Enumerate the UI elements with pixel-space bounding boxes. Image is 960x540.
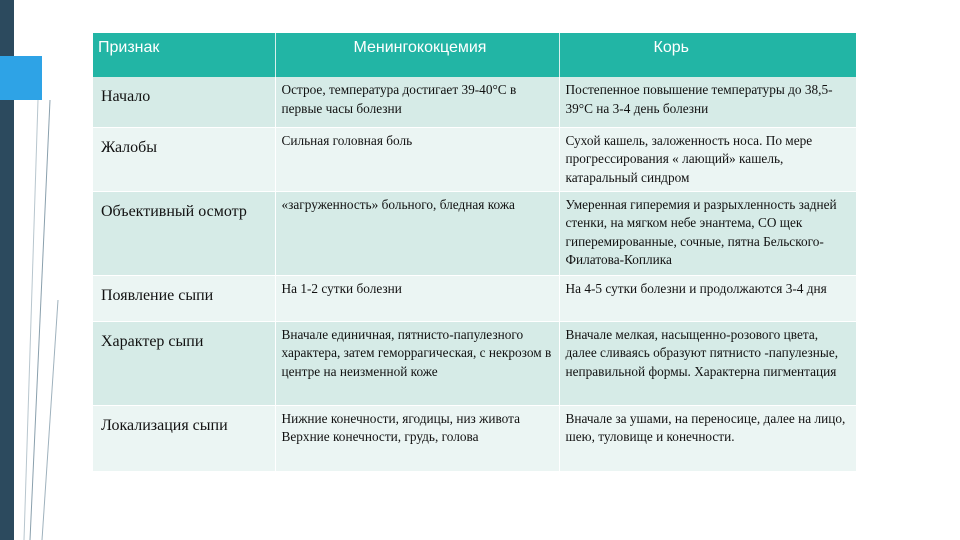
deco-line <box>42 300 58 540</box>
decorative-lines <box>0 0 90 540</box>
measles-cell: На 4-5 сутки болезни и продолжаются 3-4 дня <box>559 275 856 321</box>
meningococcemia-cell: Острое, температура достигает 39-40°С в первые часы болезни <box>275 77 559 127</box>
deco-line <box>24 100 38 540</box>
meningococcemia-cell: Сильная головная боль <box>275 127 559 191</box>
meningococcemia-cell: Вначале единичная, пятнисто-папулезного характера, затем геморрагическая, с некрозом в центре на неизменной коже <box>275 321 559 405</box>
feature-cell: Локализация сыпи <box>93 405 275 471</box>
header-meningococcemia <box>275 33 559 77</box>
measles-cell: Вначале за ушами, на переносице, далее на лицо, шею, туловище и конечности. <box>559 405 856 471</box>
meningococcemia-cell: На 1-2 сутки болезни <box>275 275 559 321</box>
comparison-table <box>93 33 856 472</box>
measles-cell: Постепенное повышение температуры до 38,5-39°С на 3-4 день болезни <box>559 77 856 127</box>
table-header-row <box>93 33 856 77</box>
feature-cell: Объективный осмотр <box>93 191 275 275</box>
header-measles <box>559 33 856 77</box>
header-feature <box>93 33 275 77</box>
measles-cell: Сухой кашель, заложенность носа. По мере прогрессирования « лающий» кашель, катаральный синдром <box>559 127 856 191</box>
meningococcemia-cell: Нижние конечности, ягодицы, низ живота Верхние конечности, грудь, голова <box>275 405 559 471</box>
table-row <box>93 275 856 321</box>
meningococcemia-cell: «загруженность» больного, бледная кожа <box>275 191 559 275</box>
deco-line <box>30 100 50 540</box>
feature-cell: Начало <box>93 77 275 127</box>
feature-cell: Характер сыпи <box>93 321 275 405</box>
header-feature-label: Признак <box>98 39 160 56</box>
table-row <box>93 191 856 275</box>
measles-cell: Умеренная гиперемия и разрыхленность задней стенки, на мягком небе энантема, СО щек гиперемированные, сочные, пятна Бельского-Филатова-Коплика <box>559 191 856 275</box>
header-measles-label: Корь <box>653 39 689 56</box>
feature-cell: Появление сыпи <box>93 275 275 321</box>
table-row <box>93 321 856 405</box>
table-row <box>93 405 856 471</box>
measles-cell: Вначале мелкая, насыщенно-розового цвета, далее сливаясь образуют пятнисто -папулезные, неправильной формы. Характерна пигментация <box>559 321 856 405</box>
table-row <box>93 127 856 191</box>
table-row <box>93 77 856 127</box>
header-meningococcemia-label: Менингококцемия <box>353 39 487 56</box>
feature-cell: Жалобы <box>93 127 275 191</box>
